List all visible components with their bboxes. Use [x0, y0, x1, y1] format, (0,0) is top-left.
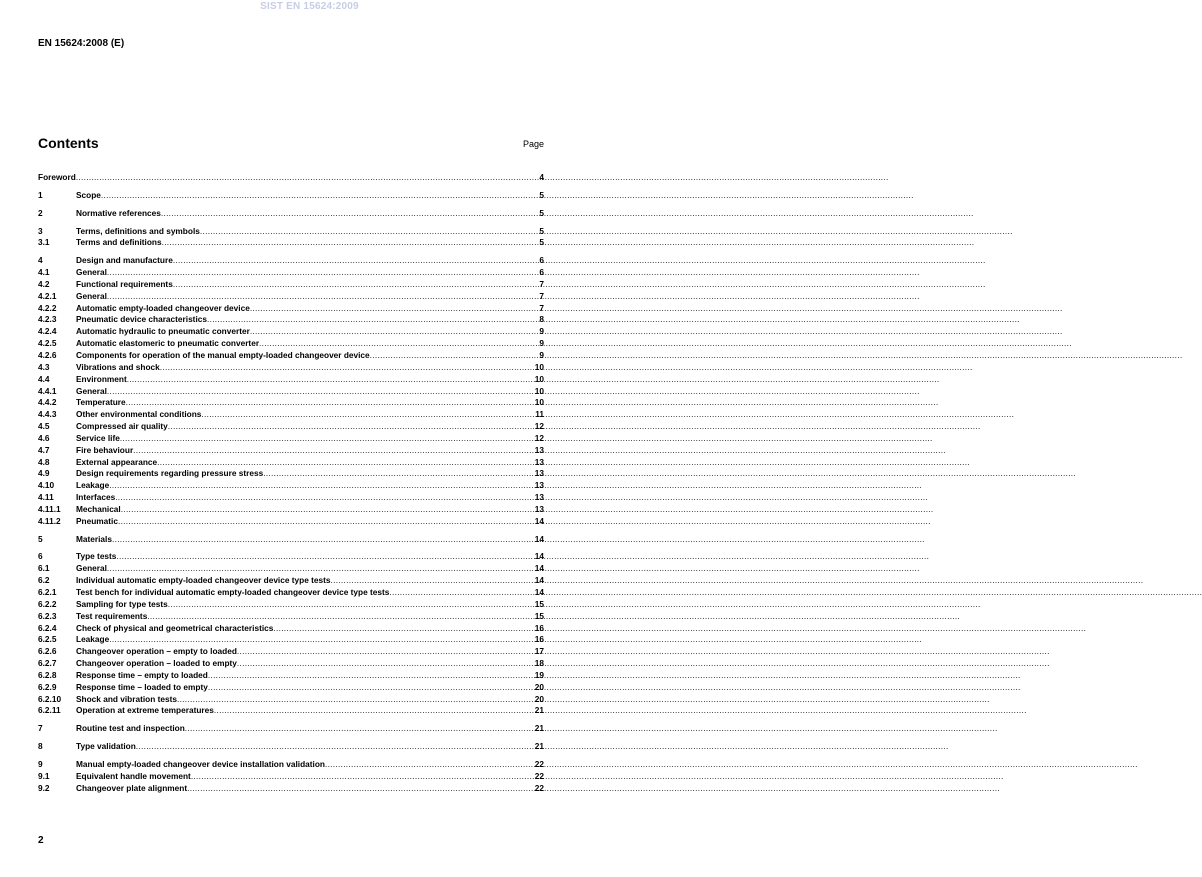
toc-dot-leader: [136, 741, 535, 753]
toc-entry[interactable]: [38, 445, 544, 457]
toc-entry-page: 14: [534, 515, 544, 526]
toc-entry-page: 22: [534, 758, 544, 769]
toc-entry-title: Shock and vibration tests: [76, 693, 177, 704]
toc-entry-title: Type validation: [76, 741, 136, 752]
toc-entry-title: Response time – empty to loaded: [76, 669, 208, 680]
toc-entry-page: 21: [534, 723, 544, 734]
toc-entry-number: 4.2.4: [38, 326, 57, 337]
toc-dot-leader: [191, 771, 535, 783]
toc-entry-number: 5: [38, 533, 43, 544]
document-code: EN 15624:2008 (E): [38, 38, 125, 49]
toc-entry-number: 6.2.9: [38, 681, 57, 692]
toc-entry-page: 13: [534, 444, 544, 455]
toc-entry-page: 16: [534, 622, 544, 633]
toc-entry-title: Operation at extreme temperatures: [76, 705, 214, 716]
toc-dot-leader: [109, 634, 535, 646]
toc-entry-page: 7: [539, 302, 544, 313]
toc-entry[interactable]: [38, 705, 544, 717]
toc-dot-leader: [237, 646, 535, 658]
toc-entry[interactable]: [38, 646, 544, 658]
toc-entry-number: 4.2.2: [38, 302, 57, 313]
toc-entry-page: 13: [534, 503, 544, 514]
toc-entry-number: 4.8: [38, 456, 50, 467]
toc-entry-title: General: [76, 563, 107, 574]
toc-entry-number: 4.11: [38, 492, 54, 503]
toc-dot-leader: [121, 504, 535, 516]
toc-entry-number: 4.11.2: [38, 515, 61, 526]
toc-dot-leader: [147, 611, 534, 623]
toc-entry-title: Terms, definitions and symbols: [76, 225, 200, 236]
toc-entry-number: 2: [38, 207, 43, 218]
toc-entry[interactable]: [38, 516, 544, 528]
toc-entry-number: 4.6: [38, 432, 50, 443]
contents-title: Contents: [38, 135, 99, 151]
toc-entry-title: Pneumatic device characteristics: [76, 314, 207, 325]
toc-entry[interactable]: [38, 397, 544, 409]
toc-dot-leader: [173, 279, 540, 291]
toc-entry[interactable]: [38, 759, 544, 771]
toc-entry-page: 15: [534, 610, 544, 621]
toc-entry[interactable]: [38, 611, 544, 623]
toc-entry-page: 4: [539, 172, 544, 182]
toc-dot-leader: [250, 326, 540, 338]
toc-entry-page: 6: [539, 267, 544, 278]
toc-entry-number: 1: [38, 189, 43, 200]
toc-entry-number: 4.5: [38, 421, 50, 432]
toc-entry-number: 6.2.10: [38, 693, 62, 704]
watermark: SIST EN 15624:2009: [260, 1, 359, 12]
toc-dot-leader: [107, 267, 539, 279]
toc-entry-page: 14: [534, 563, 544, 574]
toc-entry-page: 14: [534, 587, 544, 597]
toc-entry-title: Test bench for individual automatic empty-loaded changeover device type tests: [76, 587, 390, 597]
toc-entry-number: 9: [38, 758, 43, 769]
toc-entry-page: 11: [535, 409, 544, 420]
toc-entry-page: 22: [534, 782, 544, 793]
toc-entry-title: Foreword: [38, 172, 76, 182]
toc-entry-title: External appearance: [76, 456, 158, 467]
toc-dot-leader: [263, 468, 535, 480]
toc-entry-number: 6.2.7: [38, 658, 57, 669]
toc-entry-title: Changeover operation – empty to loaded: [76, 646, 237, 657]
toc-entry-title: Equivalent handle movement: [76, 770, 191, 781]
toc-dot-leader: [115, 492, 535, 504]
toc-entry[interactable]: [38, 563, 544, 575]
toc-entry-page: 7: [539, 278, 544, 289]
toc-entry-page: 20: [534, 681, 544, 692]
toc-entry-page: 12: [534, 432, 544, 443]
toc-entry-title: Service life: [76, 432, 120, 443]
toc-dot-leader: [259, 338, 539, 350]
toc-dot-leader: [133, 445, 535, 457]
toc-entry[interactable]: [38, 374, 544, 386]
toc-entry[interactable]: [38, 771, 544, 783]
toc-entry[interactable]: [38, 326, 544, 338]
toc-entry-page: 21: [534, 705, 544, 716]
toc-entry-page: 13: [534, 468, 544, 479]
toc-entry-number: 6.2: [38, 575, 50, 586]
toc-entry-page: 5: [539, 189, 544, 200]
toc-entry-title: Other environmental conditions: [76, 409, 202, 420]
toc-entry-title: Check of physical and geometrical characteristics: [76, 622, 274, 633]
toc-entry-page: 19: [534, 669, 544, 680]
toc-entry[interactable]: [38, 350, 544, 362]
toc-entry-number: 6.2.11: [38, 705, 61, 716]
toc-entry-title: Design and manufacture: [76, 255, 173, 266]
toc-entry-number: 6.2.1: [38, 587, 57, 597]
toc-dot-leader: [185, 723, 535, 735]
toc-entry-title: Sampling for type tests: [76, 598, 168, 609]
toc-entry[interactable]: [38, 226, 544, 238]
toc-dot-leader: [208, 682, 535, 694]
toc-entry[interactable]: [38, 623, 544, 635]
toc-entry-page: 9: [539, 326, 544, 337]
toc-dot-leader: [177, 694, 535, 706]
toc-entry[interactable]: [38, 741, 544, 753]
toc-entry-title: Type tests: [76, 551, 117, 562]
toc-entry-number: 4.4.3: [38, 409, 57, 420]
toc-entry-title: Interfaces: [76, 492, 116, 503]
toc-entry[interactable]: [38, 433, 544, 445]
toc-entry-page: 13: [534, 456, 544, 467]
toc-entry-title: Manual empty-loaded changeover device installation validation: [76, 758, 325, 769]
toc-entry-number: 7: [38, 723, 43, 734]
toc-entry-page: 10: [534, 397, 544, 408]
toc-entry[interactable]: [38, 504, 544, 516]
toc-entry-number: 9.2: [38, 782, 50, 793]
toc-entry-page: 14: [534, 533, 544, 544]
toc-entry-page: 22: [534, 770, 544, 781]
toc-entry-number: 4.7: [38, 444, 50, 455]
toc-dot-leader: [161, 208, 540, 220]
toc-dot-leader: [112, 534, 535, 546]
toc-entry[interactable]: [38, 534, 544, 546]
toc-dot-leader: [207, 314, 539, 326]
toc-entry-number: 6.2.6: [38, 646, 57, 657]
toc-dot-leader: [214, 705, 535, 717]
toc-entry-number: 6.2.8: [38, 669, 57, 680]
toc-entry-number: 8: [38, 741, 43, 752]
toc-entry-title: Test requirements: [76, 610, 148, 621]
toc-entry-title: Components for operation of the manual empty-loaded changeover device: [76, 349, 370, 360]
toc-entry-page: 18: [534, 658, 544, 669]
toc-entry-title: Normative references: [76, 207, 161, 218]
toc-entry-number: 6.1: [38, 563, 50, 574]
toc-entry-number: 6.2.2: [38, 598, 57, 609]
toc-dot-leader: [127, 374, 535, 386]
toc-entry[interactable]: [38, 682, 544, 694]
toc-entry-number: 6: [38, 551, 43, 562]
toc-entry[interactable]: [38, 421, 544, 433]
toc-entry[interactable]: [38, 208, 544, 220]
toc-dot-leader: [157, 457, 535, 469]
toc-entry-page: 20: [534, 693, 544, 704]
toc-dot-leader: [160, 362, 535, 374]
toc-entry-title: Automatic elastomeric to pneumatic converter: [76, 338, 260, 349]
toc-entry-number: 4.2.1: [38, 290, 57, 301]
toc-entry-title: Scope: [76, 189, 101, 200]
page-column-label: Page: [522, 139, 544, 149]
toc-entry-number: 3: [38, 225, 43, 236]
toc-entry[interactable]: [38, 291, 544, 303]
toc-dot-leader: [237, 658, 535, 670]
toc-entry-title: General: [76, 385, 107, 396]
toc-entry-number: 4.4.2: [38, 397, 57, 408]
toc-entry-title: Pneumatic: [76, 515, 118, 526]
toc-entry-title: Fire behaviour: [76, 444, 134, 455]
toc-dot-leader: [173, 255, 540, 267]
toc-dot-leader: [250, 303, 540, 315]
toc-entry[interactable]: [38, 551, 544, 563]
toc-entry[interactable]: [38, 658, 544, 670]
toc-entry-title: Individual automatic empty-loaded changeover device type tests: [76, 575, 331, 586]
toc-entry-page: 9: [539, 349, 544, 360]
toc-entry[interactable]: [38, 575, 544, 587]
toc-entry[interactable]: [38, 634, 544, 646]
toc-entry-title: Leakage: [76, 480, 110, 491]
toc-entry-page: 10: [534, 373, 544, 384]
toc-dot-leader: [370, 350, 540, 362]
toc-entry[interactable]: [38, 587, 544, 599]
toc-entry-number: 4.2.3: [38, 314, 57, 325]
toc-entry[interactable]: [38, 480, 544, 492]
toc-entry-number: 9.1: [38, 770, 50, 781]
toc-dot-leader: [118, 516, 535, 528]
toc-entry-page: 13: [534, 492, 544, 503]
toc-entry[interactable]: [38, 172, 544, 184]
toc-entry-number: 4.3: [38, 361, 50, 372]
toc-entry-number: 4.2: [38, 278, 50, 289]
toc-dot-leader: [107, 291, 539, 303]
toc-entry-title: Changeover plate alignment: [76, 782, 188, 793]
toc-dot-leader: [107, 386, 535, 398]
toc-entry-page: 15: [534, 598, 544, 609]
toc-entry-page: 5: [539, 237, 544, 248]
toc-entry[interactable]: [38, 409, 544, 421]
toc-entry-title: Environment: [76, 373, 127, 384]
toc-entry-number: 4.4.1: [38, 385, 57, 396]
toc-entry-title: Routine test and inspection: [76, 723, 185, 734]
toc-dot-leader: [208, 670, 535, 682]
toc-entry-title: Mechanical: [76, 503, 121, 514]
toc-entry-title: Compressed air quality: [76, 421, 168, 432]
toc-entry[interactable]: [38, 267, 544, 279]
toc-entry-page: 21: [534, 741, 544, 752]
toc-dot-leader: [168, 421, 535, 433]
toc-dot-leader: [331, 575, 535, 587]
toc-entry-title: Changeover operation – loaded to empty: [76, 658, 237, 669]
toc-entry-page: 8: [539, 314, 544, 325]
toc-entry[interactable]: [38, 468, 544, 480]
toc-dot-leader: [120, 433, 535, 445]
toc-entry-number: 4.4: [38, 373, 50, 384]
toc-dot-leader: [162, 237, 540, 249]
toc-entry-number: 4.1: [38, 267, 50, 278]
toc-entry-number: 4.2.6: [38, 349, 57, 360]
toc-entry-number: 4.9: [38, 468, 50, 479]
toc-entry[interactable]: [38, 279, 544, 291]
toc-entry[interactable]: [38, 670, 544, 682]
toc-entry-number: 6.2.5: [38, 634, 57, 645]
toc-entry-title: Temperature: [76, 397, 126, 408]
toc-dot-leader: [126, 397, 535, 409]
toc-entry-number: 4.11.1: [38, 503, 61, 514]
toc-dot-leader: [389, 587, 534, 599]
toc-entry[interactable]: [38, 338, 544, 350]
toc-dot-leader: [168, 599, 535, 611]
toc-entry-page: 13: [534, 480, 544, 491]
toc-entry-number: 4.10: [38, 480, 55, 491]
toc-entry-title: Vibrations and shock: [76, 361, 160, 372]
toc-entry-page: 17: [534, 646, 544, 657]
toc-entry[interactable]: [38, 314, 544, 326]
table-of-contents: [38, 172, 544, 795]
toc-entry[interactable]: [38, 783, 544, 795]
toc-entry-page: 6: [539, 255, 544, 266]
toc-entry[interactable]: [38, 237, 544, 249]
toc-entry-page: 7: [539, 290, 544, 301]
toc-entry[interactable]: [38, 457, 544, 469]
toc-entry-page: 14: [534, 575, 544, 586]
toc-entry-title: Terms and definitions: [76, 237, 162, 248]
toc-entry-number: 4: [38, 255, 43, 266]
toc-dot-leader: [201, 409, 535, 421]
toc-entry-page: 12: [534, 421, 544, 432]
toc-dot-leader: [116, 551, 534, 563]
toc-entry-page: 5: [539, 207, 544, 218]
toc-entry-number: 4.2.5: [38, 338, 57, 349]
toc-entry[interactable]: [38, 599, 544, 611]
page-number: 2: [38, 835, 44, 846]
toc-entry-title: Materials: [76, 533, 112, 544]
toc-entry-number: 3.1: [38, 237, 50, 248]
toc-dot-leader: [187, 783, 535, 795]
toc-entry[interactable]: [38, 492, 544, 504]
toc-entry-page: 16: [534, 634, 544, 645]
toc-entry-number: 6.2.3: [38, 610, 57, 621]
toc-entry-title: Leakage: [76, 634, 110, 645]
toc-dot-leader: [325, 759, 535, 771]
toc-entry[interactable]: [38, 694, 544, 706]
toc-dot-leader: [76, 172, 540, 184]
toc-dot-leader: [101, 190, 539, 202]
toc-entry-page: 5: [539, 225, 544, 236]
toc-entry[interactable]: [38, 386, 544, 398]
toc-entry-page: 10: [534, 361, 544, 372]
toc-entry-title: Functional requirements: [76, 278, 173, 289]
toc-entry-title: General: [76, 290, 107, 301]
toc-entry-title: Response time – loaded to empty: [76, 681, 208, 692]
toc-entry-page: 10: [534, 385, 544, 396]
toc-entry-title: Design requirements regarding pressure stress: [76, 468, 264, 479]
toc-dot-leader: [107, 563, 535, 575]
toc-entry[interactable]: [38, 723, 544, 735]
toc-entry[interactable]: [38, 190, 544, 202]
toc-dot-leader: [109, 480, 535, 492]
toc-entry[interactable]: [38, 303, 544, 315]
toc-entry-title: Automatic hydraulic to pneumatic converter: [76, 326, 250, 337]
toc-entry-number: 6.2.4: [38, 622, 57, 633]
toc-entry-title: Automatic empty-loaded changeover device: [76, 302, 250, 313]
toc-dot-leader: [273, 623, 534, 635]
toc-entry-page: 9: [539, 338, 544, 349]
toc-entry[interactable]: [38, 362, 544, 374]
toc-entry-page: 14: [534, 551, 544, 562]
toc-dot-leader: [200, 226, 540, 238]
toc-entry[interactable]: [38, 255, 544, 267]
toc-entry-title: General: [76, 267, 107, 278]
